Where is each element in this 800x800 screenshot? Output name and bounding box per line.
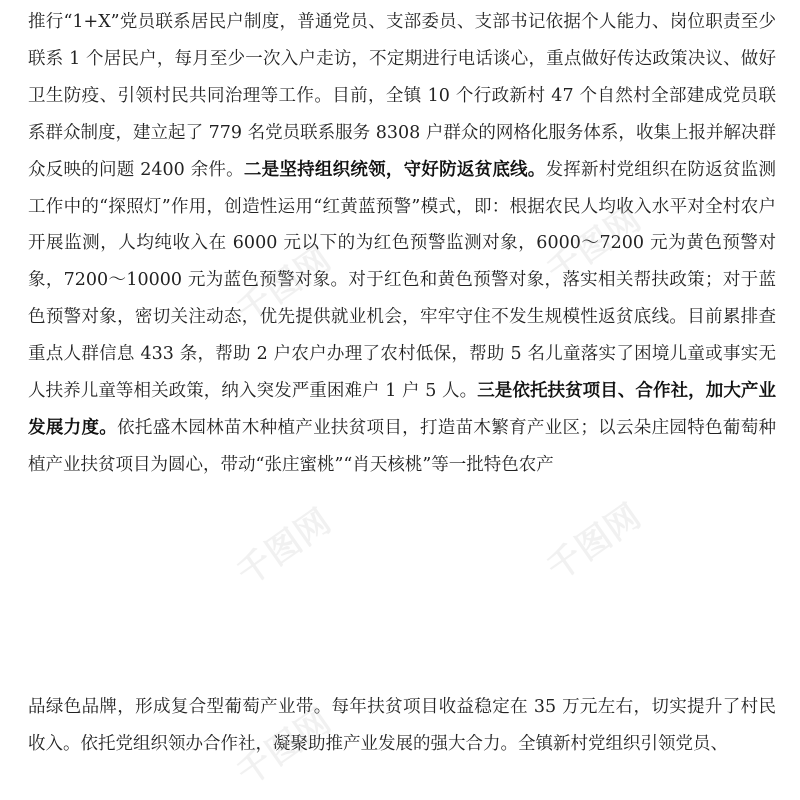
watermark-logo: 千图网 [230,500,339,594]
body-text-segment-1: 推行“1+X”党员联系居民户制度，普通党员、支部委员、支部书记依据个人能力、岗位职责至少联系 1 个居民户，每月至少一次入户走访，不定期进行电话谈心，重点做好传达政策决议、做好卫生防疫、引领村民共同治理等工作。目前，全镇 10 个行政新村 47 个自然村全部建成党员联系群众制度，建立起了 779 名党员联系服务 8308 户群众的网格化服务体系，收集上报并解决群众反映的问题 2400 余件。 [28,12,776,180]
bold-heading-three: 三是依托扶贫项目、合作社，加大产业发展力度。 [28,381,776,438]
paragraph-text [28,4,776,484]
paragraph-block-top [28,4,776,484]
paragraph-block-bottom [28,689,776,763]
paragraph-text-continued [28,689,776,763]
body-text-segment-3: 依托盛木园林苗木种植产业扶贫项目，打造苗木繁育产业区；以云朵庄园特色葡萄种植产业扶贫项目为圆心，带动“张庄蜜桃”“肖天核桃”等一批特色农产 [28,417,777,475]
body-text-segment-4: 品绿色品牌，形成复合型葡萄产业带。每年扶贫项目收益稳定在 35 万元左右，切实提升了村民收入。依托党组织领办合作社，凝聚助推产业发展的强大合力。全镇新村党组织引领党员、 [28,697,776,754]
watermark-logo: 千图网 [230,700,339,794]
body-text-segment-2: 发挥新村党组织在防返贫监测工作中的“探照灯”作用，创造性运用“红黄蓝预警”模式，即：根据农民人均收入水平对全村农户开展监测，人均纯收入在 6000 元以下的为红色预警监测对象，6000～7200 元为黄色预警对象，7200～10000 元为蓝色预警对象。对于红色和黄色预警对象，落实相关帮扶政策；对于蓝色预警对象，密切关注动态，优先提供就业机会，牢牢守住不发生规模性返贫底线。目前累排查重点人群信息 433 条，帮助 2 户农户办理了农村低保，帮助 5 名儿童落实了困境儿童或事实无人扶养儿童等相关政策，纳入突发严重困难户 1 户 5 人。 [28,159,777,402]
watermark-logo: 千图网 [540,495,649,589]
watermark-logo: 千图网 [230,238,339,332]
bold-heading-two: 二是坚持组织统领，守好防返贫底线。 [243,159,546,180]
watermark-logo: 千图网 [540,198,649,292]
